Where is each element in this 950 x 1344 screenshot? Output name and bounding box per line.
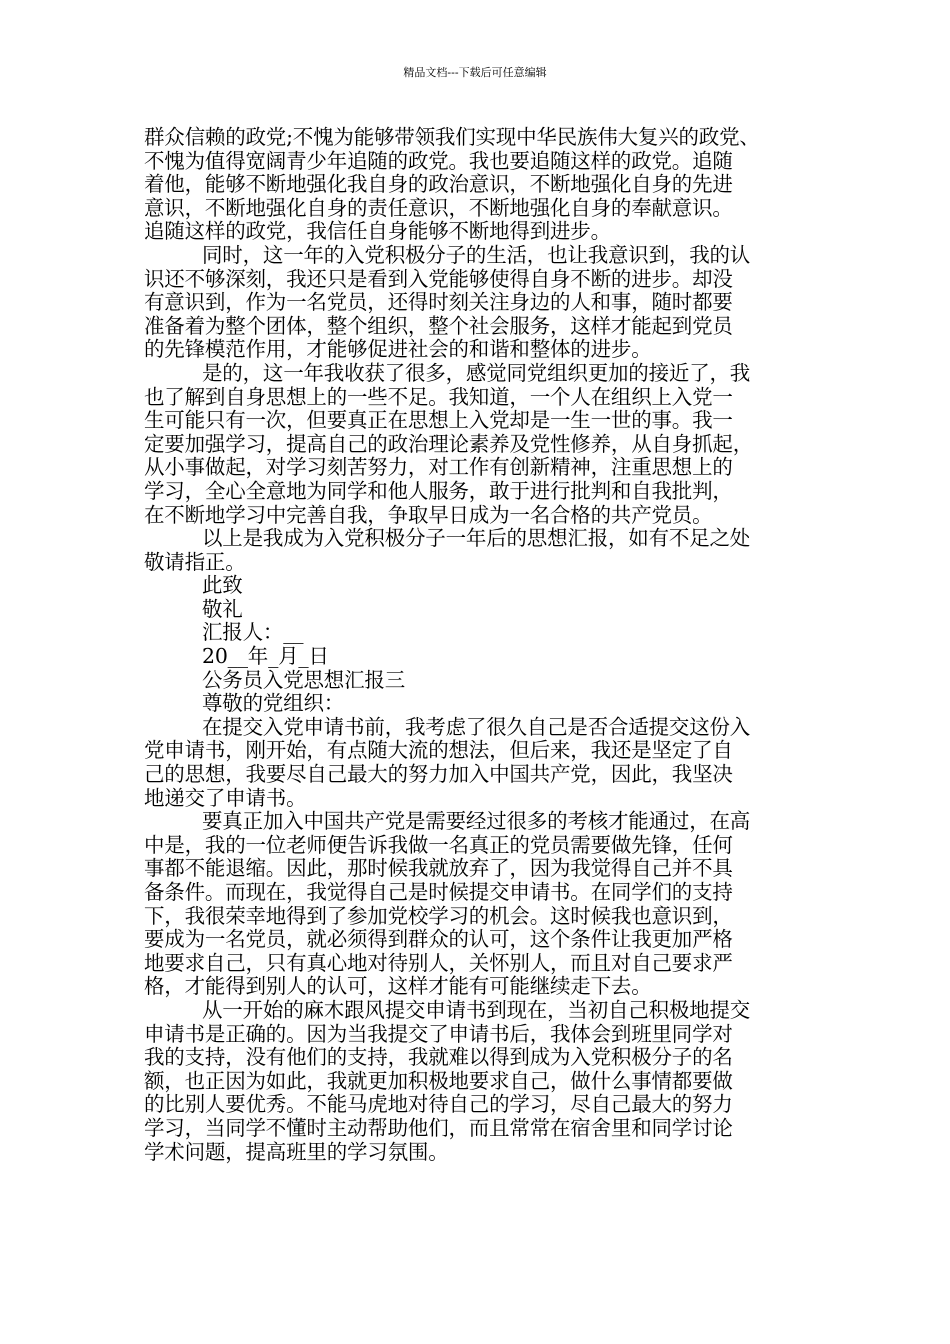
text-line: 备条件。而现在，我觉得自己是时候提交申请书。在同学们的支持	[144, 880, 733, 904]
text-line: 有意识到，作为一名党员，还得时刻关注身边的人和事，随时都要	[144, 290, 733, 315]
text-line: 申请书是正确的。因为当我提交了申请书后，我体会到班里同学对	[144, 1021, 733, 1046]
text-line: 在提交入党申请书前，我考虑了很久自己是否合适提交这份入	[202, 714, 751, 739]
text-line: 是的，这一年我收获了很多，感觉同党组织更加的接近了，我	[202, 360, 751, 385]
text-line: 定要加强学习，提高自己的政治理论素养及党性修养，从自身抓起，	[144, 431, 753, 456]
text-line: 敬请指正。	[144, 549, 246, 574]
text-line: 地递交了申请书。	[144, 785, 307, 810]
text-line: 生可能只有一次，但要真正在思想上入党却是一生一世的事。我一	[144, 408, 733, 433]
text-line: 地要求自己，只有真心地对待别人，关怀别人，而且对自己要求严	[144, 950, 733, 975]
text-line: 20__年_月_日	[202, 644, 329, 669]
text-line: 追随这样的政党，我信任自身能够不断地得到进步。	[144, 219, 611, 244]
text-line: 要真正加入中国共产党是需要经过很多的考核才能通过，在高	[202, 809, 751, 834]
text-line: 己的思想，我要尽自己最大的努力加入中国共产党，因此，我坚决	[144, 762, 733, 787]
text-line: 的比别人要优秀。不能马虎地对待自己的学习，尽自己最大的努力	[144, 1092, 733, 1117]
text-line: 在不断地学习中完善自我，争取早日成为一名合格的共产党员。	[144, 502, 713, 527]
text-line: 的先锋模范作用，才能够促进社会的和谐和整体的进步。	[144, 337, 652, 362]
text-line: 汇报人：__	[202, 620, 304, 645]
text-line: 从小事做起，对学习刻苦努力，对工作有创新精神，注重思想上的	[144, 455, 733, 480]
text-line: 格，才能得到别人的认可，这样才能有可能继续走下去。	[144, 974, 652, 999]
text-line: 要成为一名党员，就必须得到群众的认可，这个条件让我更加严格	[144, 927, 733, 952]
text-line: 额，也正因为如此，我就更加积极地要求自己，做什么事情都要做	[144, 1068, 733, 1093]
text-line: 识还不够深刻，我还只是看到入党能够使得自身不断的进步。却没	[144, 266, 733, 291]
text-line: 学术问题，提高班里的学习氛围。	[144, 1139, 449, 1164]
text-line: 下，我很荣幸地得到了参加党校学习的机会。这时候我也意识到，	[144, 903, 733, 928]
text-line: 也了解到自身思想上的一些不足。我知道，一个人在组织上入党一	[144, 384, 733, 409]
text-line: 不愧为值得宽阔青少年追随的政党。我也要追随这样的政党。追随	[144, 148, 733, 173]
text-line: 学习，全心全意地为同学和他人服务，敢于进行批判和自我批判，	[144, 478, 733, 503]
page-header: 精品文档---下载后可任意编辑	[403, 66, 547, 79]
text-line: 党申请书，刚开始，有点随大流的想法，但后来，我还是坚定了自	[144, 738, 733, 763]
text-line: 着他，能够不断地强化我自身的政治意识，不断地强化自身的先进	[144, 172, 733, 197]
text-line: 尊敬的党组织：	[202, 691, 345, 716]
text-line: 事都不能退缩。因此，那时候我就放弃了，因为我觉得自己并不具	[144, 856, 733, 881]
text-line: 同时，这一年的入党积极分子的生活，也让我意识到，我的认	[202, 242, 751, 267]
text-line: 中是，我的一位老师便告诉我做一名真正的党员需要做先锋，任何	[144, 832, 733, 857]
text-line: 敬礼	[202, 596, 243, 621]
text-line: 准备着为整个团体，整个组织，整个社会服务，这样才能起到党员	[144, 313, 733, 338]
text-line: 公务员入党思想汇报三	[202, 667, 405, 692]
text-line: 以上是我成为入党积极分子一年后的思想汇报，如有不足之处	[202, 526, 751, 551]
text-line: 学习，当同学不懂时主动帮助他们，而且常常在宿舍里和同学讨论	[144, 1115, 733, 1140]
text-line: 此致	[202, 573, 243, 598]
text-line: 群众信赖的政党;不愧为能够带领我们实现中华民族伟大复兴的政党、	[144, 125, 760, 149]
document-body	[144, 126, 810, 1164]
text-line: 从一开始的麻木跟风提交申请书到现在，当初自己积极地提交	[202, 997, 751, 1022]
text-line: 意识，不断地强化自身的责任意识，不断地强化自身的奉献意识。	[144, 195, 733, 220]
text-line: 我的支持，没有他们的支持，我就难以得到成为入党积极分子的名	[144, 1045, 733, 1070]
